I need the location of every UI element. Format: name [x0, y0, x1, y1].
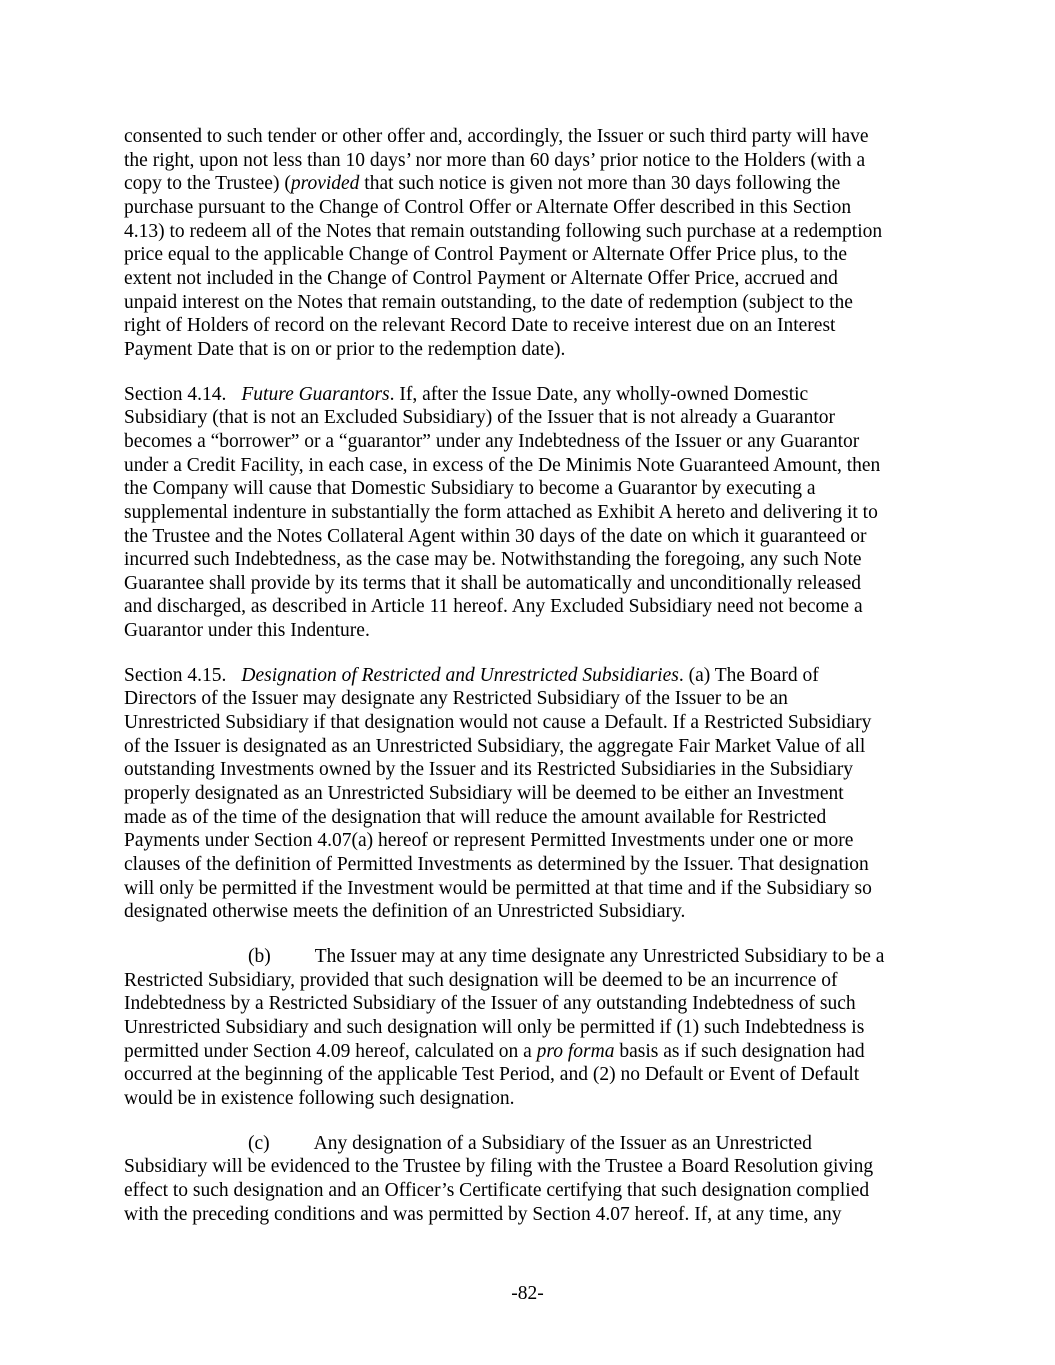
text-line: supplemental indenture in substantially the form attached as Exhibit A hereto and delivering it to: [124, 501, 878, 523]
section-4-14: [124, 383, 932, 643]
text-line: Subsidiary will be evidenced to the Trustee by filing with the Trustee a Board Resolution giving: [124, 1156, 874, 1178]
text-line: outstanding Investments owned by the Issuer and its Restricted Subsidiaries in the Subsidiary: [124, 759, 853, 781]
text-line: [124, 664, 932, 688]
text-line: Payments under Section 4.07(a) hereof or represent Permitted Investments under one or more: [124, 830, 854, 852]
section-number: Section 4.14.: [124, 383, 227, 405]
text-line: right of Holders of record on the relevant Record Date to receive interest due on an Interest: [124, 315, 836, 337]
text-line: effect to such designation and an Officer’s Certificate certifying that such designation complied: [124, 1179, 870, 1201]
text-line: Unrestricted Subsidiary and such designation will only be permitted if (1) such Indebtedness is: [124, 1016, 865, 1038]
text-line: the Company will cause that Domestic Subsidiary to become a Guarantor by executing a: [124, 478, 816, 500]
text-line: Guarantor under this Indenture.: [124, 620, 370, 642]
text-line: Directors of the Issuer may designate any Restricted Subsidiary of the Issuer to be an: [124, 688, 788, 710]
text-fragment: . If, after the Issue Date, any wholly-owned Domestic: [389, 383, 809, 405]
text-line: extent not included in the Change of Control Payment or Alternate Offer Price, accrued and: [124, 267, 838, 289]
text-line: the Trustee and the Notes Collateral Agent within 30 days of the date on which it guaranteed or: [124, 525, 867, 547]
text-line: Subsidiary (that is not an Excluded Subsidiary) of the Issuer that is not already a Guarantor: [124, 407, 836, 429]
text-line: consented to such tender or other offer and, accordingly, the Issuer or such third party will have: [124, 126, 869, 147]
section-4-15-a: [124, 664, 932, 924]
text-line: [124, 945, 932, 969]
text-line: clauses of the definition of Permitted Investments as determined by the Issuer. That designation: [124, 854, 869, 876]
section-heading: Future Guarantors: [241, 383, 390, 405]
text-fragment: copy to the Trustee) (: [124, 173, 291, 195]
text-line: occurred at the beginning of the applicable Test Period, and (2) no Default or Event of Default: [124, 1064, 860, 1086]
pro-forma-italic: pro forma: [536, 1040, 615, 1062]
text-line: will only be permitted if the Investment would be permitted at that time and if the Subsidiary so: [124, 877, 872, 899]
section-4-15-c: [124, 1132, 932, 1227]
text-line: properly designated as an Unrestricted Subsidiary will be deemed to be either an Investment: [124, 783, 844, 805]
text-fragment: . (a) The Board of: [678, 664, 819, 686]
text-line: unpaid interest on the Notes that remain outstanding, to the date of redemption (subject to the: [124, 291, 853, 313]
text-line: Payment Date that is on or prior to the redemption date).: [124, 338, 566, 360]
clause-label: (c): [248, 1132, 270, 1154]
provided-italic: provided: [290, 173, 360, 195]
text-line: [124, 1132, 932, 1156]
text-line: Unrestricted Subsidiary if that designation would not cause a Default. If a Restricted Subsidiary: [124, 712, 872, 734]
paragraph-continuation: [124, 125, 932, 362]
text-fragment: basis as if such designation had: [614, 1040, 865, 1062]
text-line: Restricted Subsidiary, provided that such designation will be deemed to be an incurrence of: [124, 969, 838, 991]
page-number: -82-: [511, 1283, 544, 1304]
text-line: made as of the time of the designation that will reduce the amount available for Restricted: [124, 806, 827, 828]
text-line: and discharged, as described in Article 11 hereof. Any Excluded Subsidiary need not become a: [124, 596, 863, 618]
text-line: the right, upon not less than 10 days’ nor more than 60 days’ prior notice to the Holders (with a: [124, 149, 866, 171]
text-line: price equal to the applicable Change of Control Payment or Alternate Offer Price plus, to the: [124, 244, 848, 266]
text-line: under a Credit Facility, in each case, in excess of the De Minimis Note Guaranteed Amount, then: [124, 454, 881, 476]
text-line: with the preceding conditions and was permitted by Section 4.07 hereof. If, at any time, any: [124, 1203, 842, 1225]
section-4-15-b: [124, 945, 932, 1111]
section-number: Section 4.15.: [124, 664, 227, 686]
clause-label: (b): [248, 946, 271, 967]
text-line: Indebtedness by a Restricted Subsidiary of the Issuer of any outstanding Indebtedness of such: [124, 993, 856, 1015]
text-fragment: Any designation of a Subsidiary of the Issuer as an Unrestricted: [313, 1132, 812, 1154]
text-line: purchase pursuant to the Change of Control Offer or Alternate Offer described in this Section: [124, 196, 852, 218]
text-line: Guarantee shall provide by its terms that it shall be automatically and unconditionally released: [124, 572, 861, 594]
document-body: [124, 125, 932, 1226]
text-line: [124, 172, 932, 196]
text-line: of the Issuer is designated as an Unrestricted Subsidiary, the aggregate Fair Market Value of all: [124, 735, 866, 757]
text-line: incurred such Indebtedness, as the case may be. Notwithstanding the foregoing, any such Note: [124, 549, 862, 571]
text-line: [124, 1040, 932, 1064]
text-line: 4.13) to redeem all of the Notes that remain outstanding following such purchase at a redemption: [124, 220, 883, 242]
text-fragment: permitted under Section 4.09 hereof, calculated on a: [124, 1040, 537, 1062]
text-line: becomes a “borrower” or a “guarantor” under any Indebtedness of the Issuer or any Guarantor: [124, 430, 860, 452]
text-fragment: that such notice is given not more than 30 days following the: [359, 173, 841, 195]
text-line: designated otherwise meets the definition of an Unrestricted Subsidiary.: [124, 901, 686, 923]
text-fragment: The Issuer may at any time designate any Unrestricted Subsidiary to be a: [314, 946, 885, 967]
section-heading: Designation of Restricted and Unrestricted Subsidiaries: [241, 664, 679, 686]
text-line: would be in existence following such designation.: [124, 1087, 515, 1109]
text-line: [124, 383, 932, 407]
